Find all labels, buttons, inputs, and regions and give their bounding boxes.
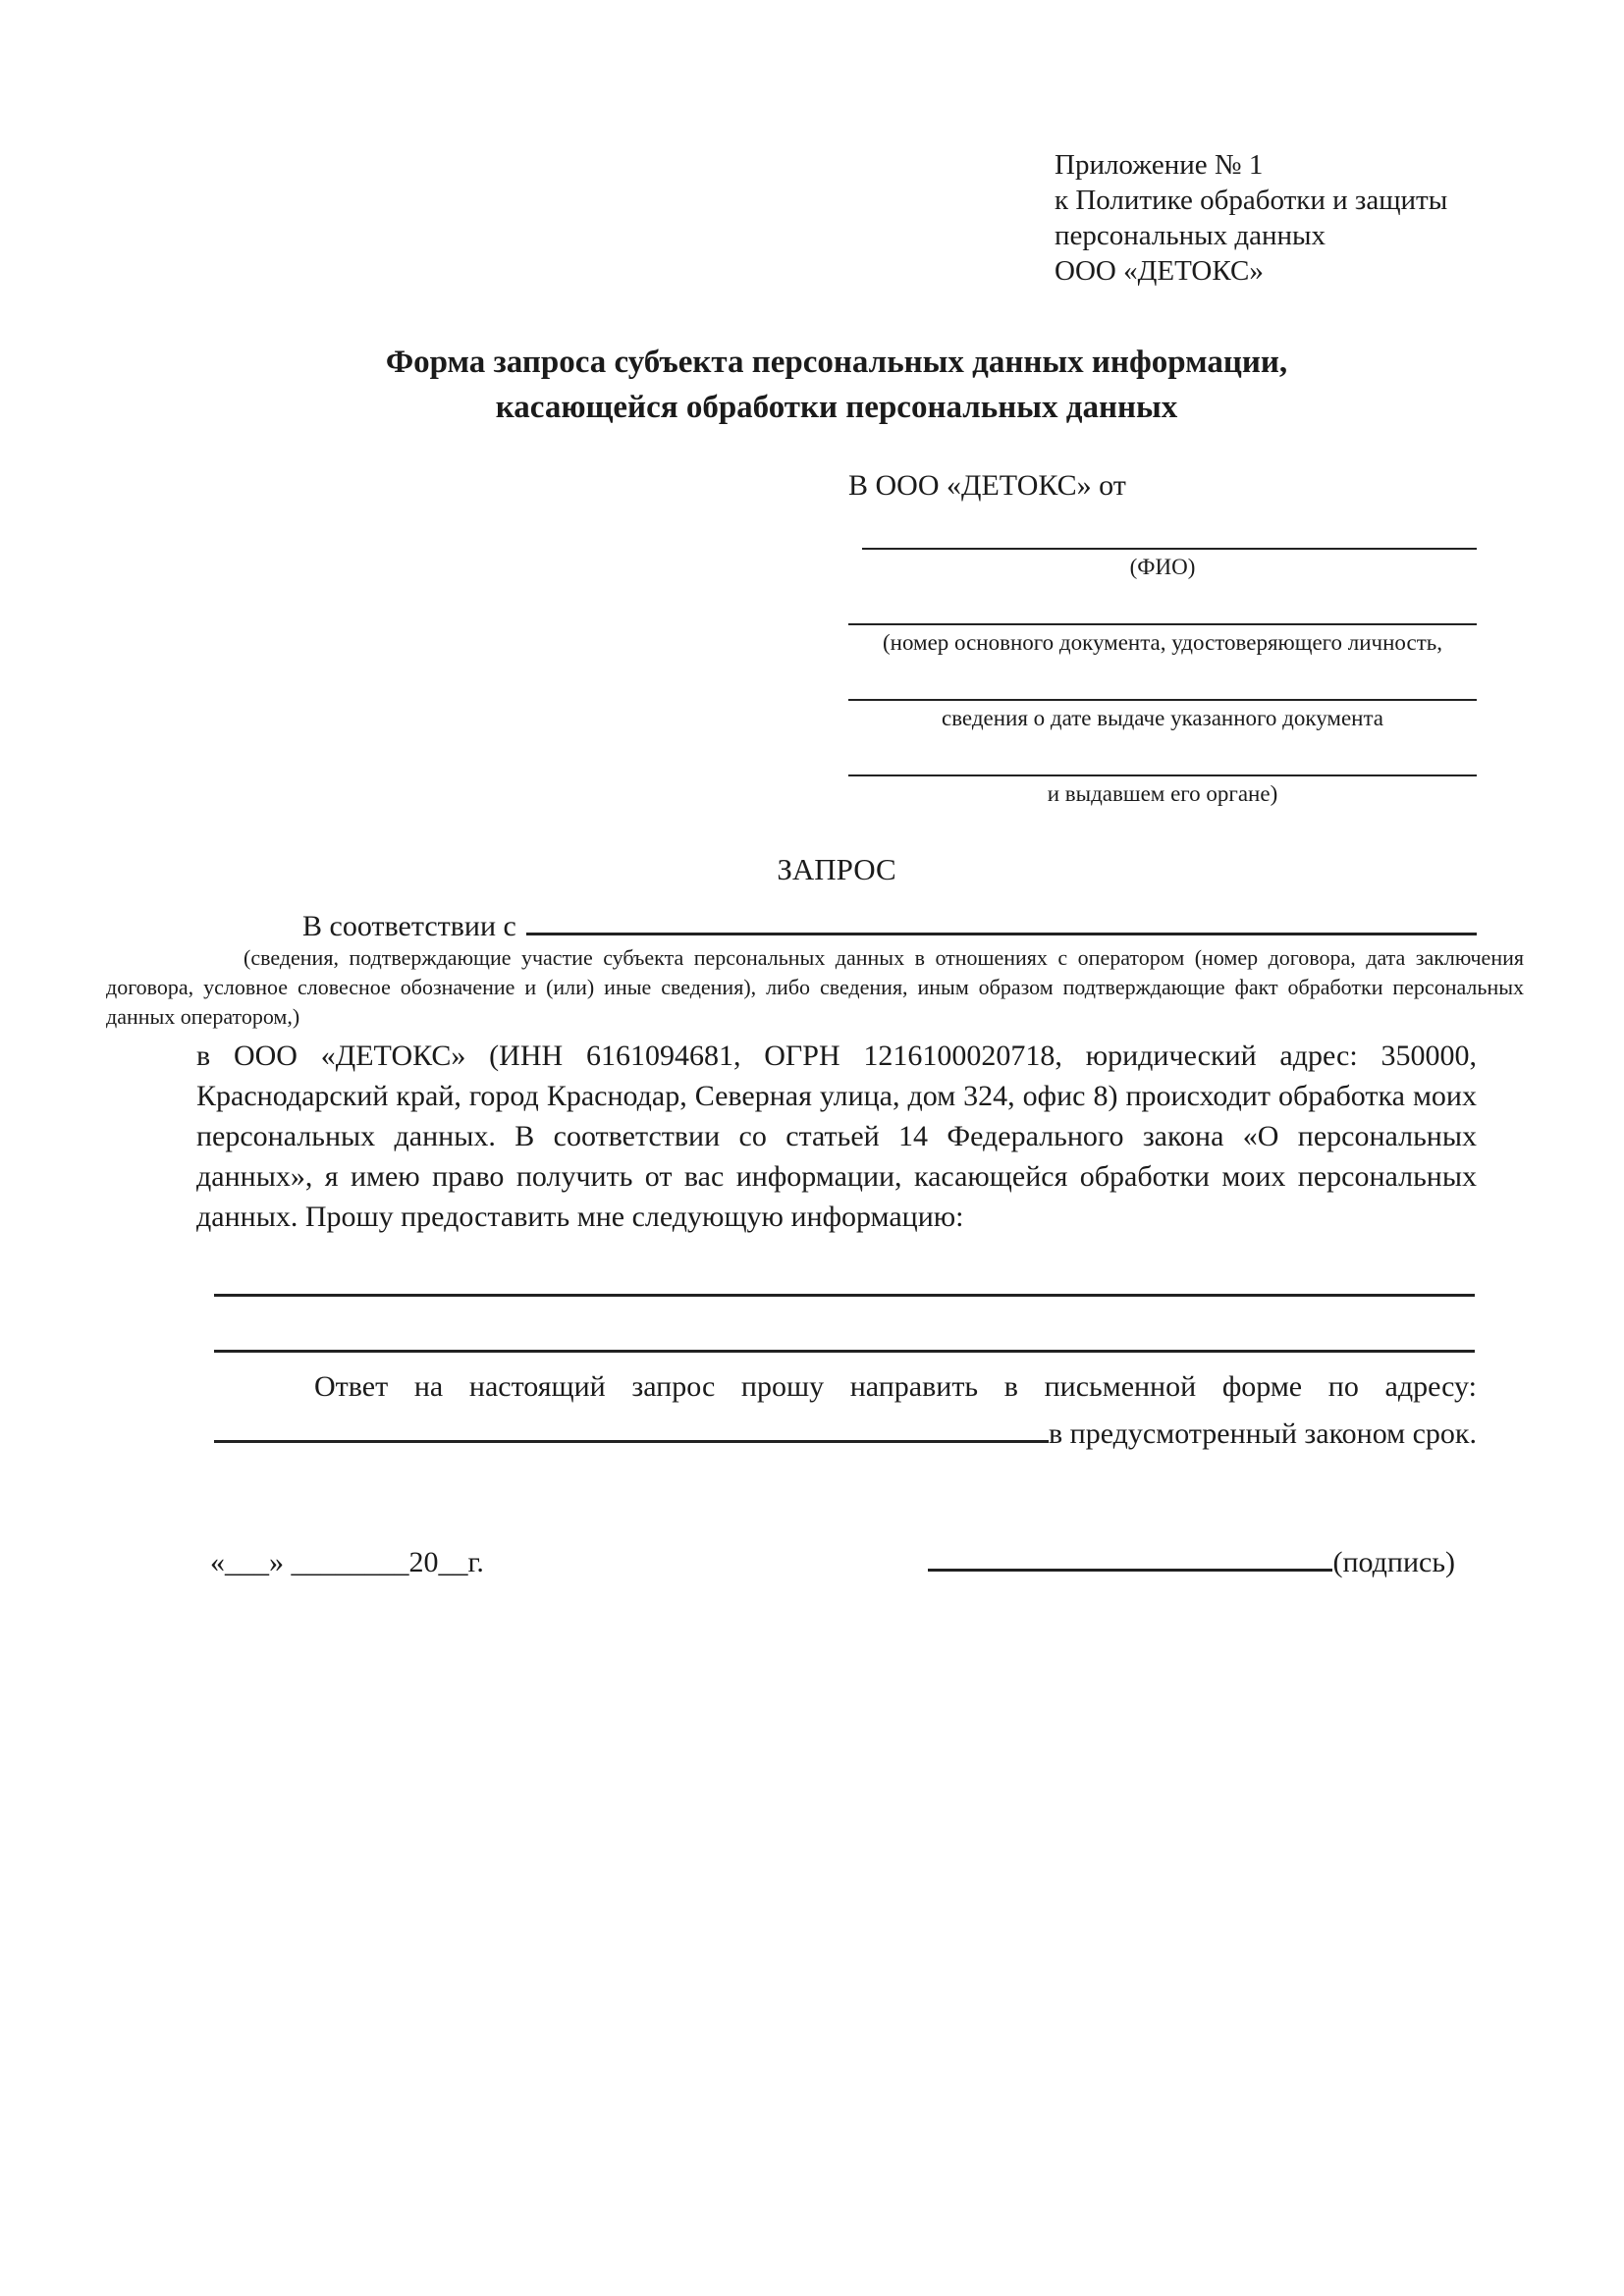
answer-delivery-line: Ответ на настоящий запрос прошу направить в письменной форме по адресу: — [314, 1370, 1477, 1403]
appendix-block — [1055, 147, 1477, 289]
date-blank-line: «___» ________20__г. — [210, 1546, 484, 1578]
issuing-authority-caption: и выдавшем его органе) — [1047, 781, 1278, 806]
answer-address-row — [196, 1413, 1477, 1451]
addressee-to-line: В ООО «ДЕТОКС» от — [848, 469, 1126, 502]
issue-date-field — [848, 669, 1477, 733]
addressee-block — [848, 469, 1477, 809]
requested-info-blank-line-2 — [214, 1297, 1475, 1353]
document-title-line-2: касающейся обработки персональных данных — [495, 390, 1178, 425]
accordance-prefix: В соответствии с — [302, 910, 516, 942]
issue-date-blank-line — [848, 669, 1477, 701]
issuing-authority-blank-line — [848, 745, 1477, 776]
date-signature-row — [196, 1541, 1477, 1579]
fio-field — [848, 518, 1477, 582]
fio-caption: (ФИО) — [1129, 555, 1196, 579]
answer-address-blank-line — [214, 1413, 1049, 1443]
issuing-authority-field — [848, 745, 1477, 809]
document-title — [196, 340, 1477, 430]
appendix-line-4: ООО «ДЕТОКС» — [1055, 255, 1264, 287]
document-number-field — [848, 594, 1477, 658]
requested-info-blank-lines — [196, 1270, 1477, 1353]
requested-info-blank-line-1 — [214, 1270, 1475, 1297]
appendix-line-2: к Политике обработки и защиты — [1055, 185, 1448, 216]
signature-blank-line — [928, 1541, 1332, 1572]
document-title-line-1: Форма запроса субъекта персональных данных информации, — [385, 345, 1288, 380]
accordance-footnote: (сведения, подтверждающие участие субъекта персональных данных в отношениях с оператором (номер договора, дата заключения договора, условное словесное обозначение и (или) иные сведения), либо сведения, иным образом подтверждающие факт обработки персональных данных оператором,) — [106, 945, 1524, 1029]
accordance-line — [196, 903, 1477, 943]
appendix-line-3: персональных данных — [1055, 220, 1326, 251]
signature-block — [928, 1541, 1455, 1579]
request-heading: ЗАПРОС — [777, 852, 896, 886]
answer-tail-text: в предусмотренный законом срок. — [1049, 1417, 1477, 1450]
body-paragraph: в ООО «ДЕТОКС» (ИНН 6161094681, ОГРН 1216100020718, юридический адрес: 350000, Краснодарский край, город Краснодар, Северная улица, дом 324, офис 8) происходит обработка моих персональных данных. В соответствии со статьей 14 Федерального закона «О персональных данных», я имею право получить от вас информации, касающейся обработки моих персональных данных. Прошу предоставить мне следующую информацию: — [196, 1040, 1477, 1233]
accordance-blank-line — [526, 903, 1477, 935]
signature-caption: (подпись) — [1332, 1546, 1455, 1578]
fio-blank-line — [862, 518, 1477, 550]
appendix-line-1: Приложение № 1 — [1055, 149, 1264, 181]
issue-date-caption: сведения о дате выдаче указанного документа — [941, 706, 1384, 730]
document-number-blank-line — [848, 594, 1477, 625]
document-number-caption: (номер основного документа, удостоверяющего личность, — [882, 630, 1442, 655]
